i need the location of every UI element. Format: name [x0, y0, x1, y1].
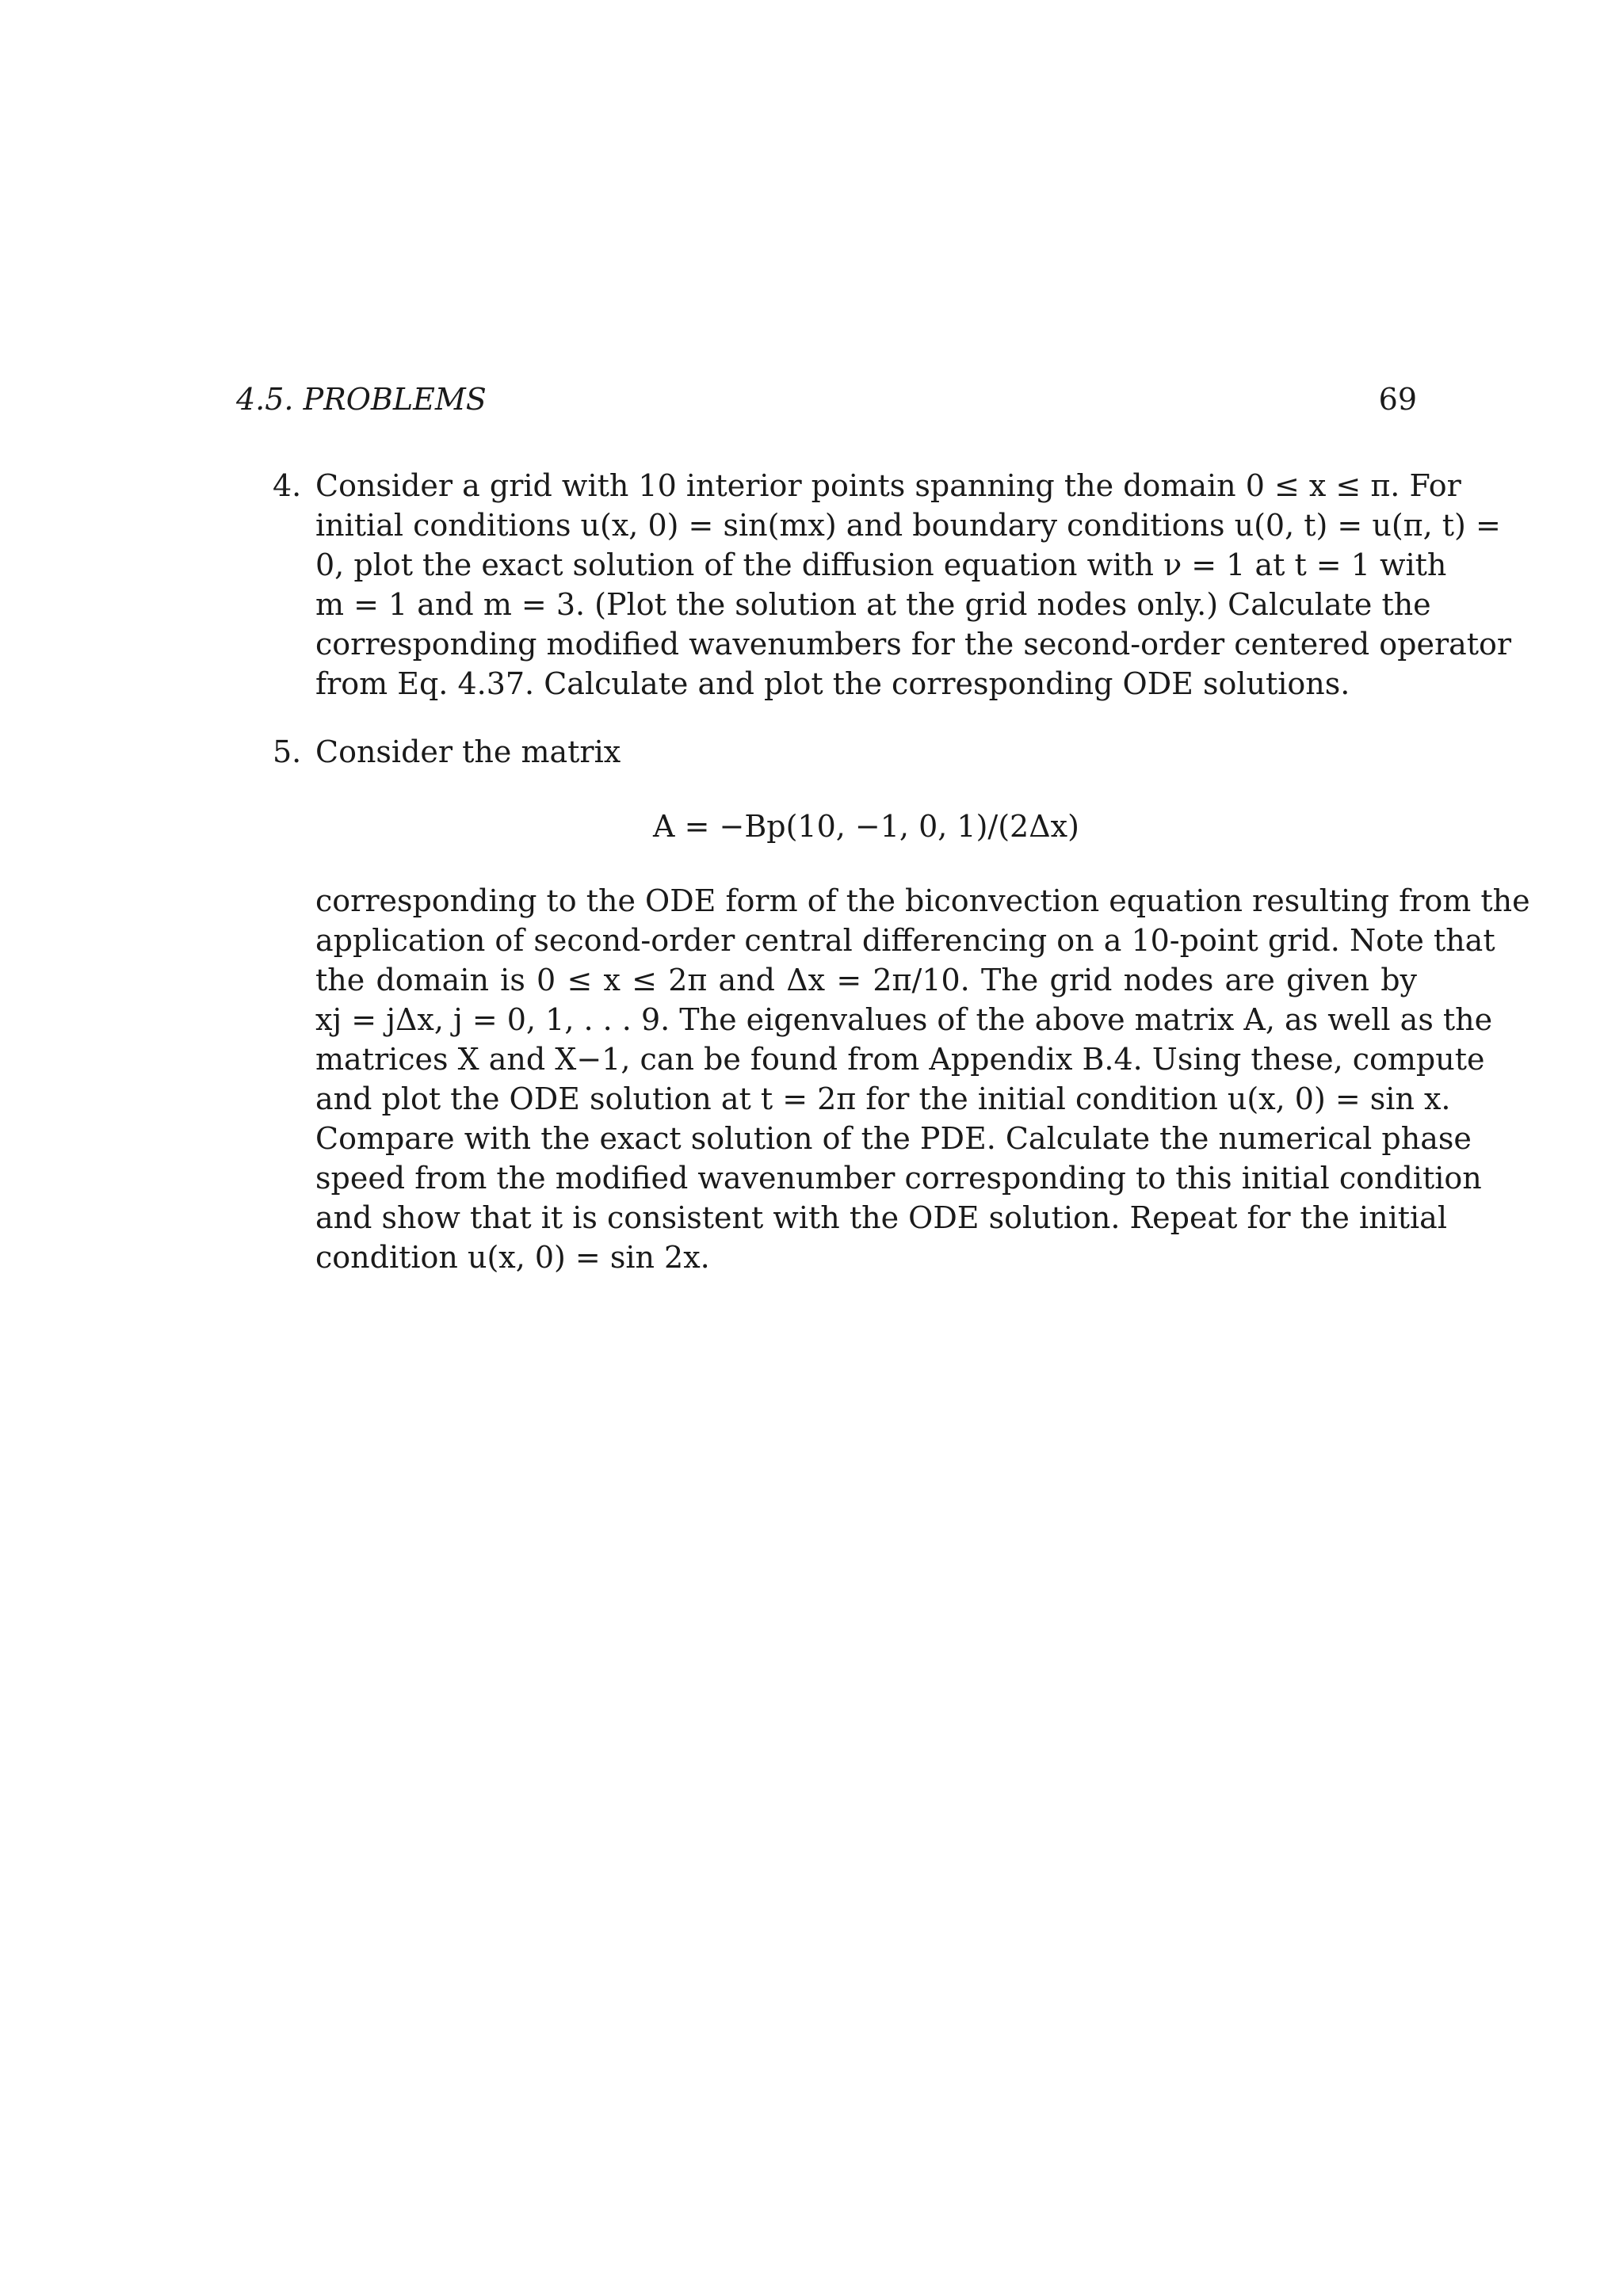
- text-line: xj = jΔx, j = 0, 1, . . . 9. The eigenvalues of the above matrix A, as well as the: [315, 1002, 1493, 1037]
- text-line: corresponding modified wavenumbers for the second-order centered operator: [315, 627, 1512, 662]
- problem-number: 4.: [273, 468, 302, 503]
- display-equation: A = −Bp(10, −1, 0, 1)/(2Δx): [653, 809, 1079, 844]
- text-line: Compare with the exact solution of the PDE. Calculate the numerical phase: [315, 1121, 1472, 1156]
- text-line: from Eq. 4.37. Calculate and plot the corresponding ODE solutions.: [315, 666, 1350, 701]
- page-number: 69: [1378, 382, 1417, 417]
- text-line: application of second-order central differencing on a 10-point grid. Note that: [315, 923, 1495, 958]
- problem-5: [273, 732, 1530, 1277]
- section-title: 4.5. PROBLEMS: [236, 382, 487, 417]
- problem-intro: Consider the matrix: [315, 734, 621, 769]
- text-line: matrices X and X−1, can be found from Appendix B.4. Using these, compute: [315, 1042, 1485, 1077]
- text-line: corresponding to the ODE form of the biconvection equation resulting from the: [315, 883, 1530, 918]
- text-line: speed from the modified wavenumber corresponding to this initial condition: [315, 1161, 1482, 1196]
- text-line: 0, plot the exact solution of the diffusion equation with ν = 1 at t = 1 with: [315, 547, 1447, 582]
- text-line: m = 1 and m = 3. (Plot the solution at the grid nodes only.) Calculate the: [315, 587, 1431, 622]
- problem-number: 5.: [273, 734, 302, 769]
- text-line: and plot the ODE solution at t = 2π for the initial condition u(x, 0) = sin x.: [315, 1081, 1451, 1116]
- text-line: the domain is 0 ≤ x ≤ 2π and Δx = 2π/10. The grid nodes are given by: [315, 963, 1417, 997]
- problem-4: [273, 466, 1512, 704]
- text-line: and show that it is consistent with the ODE solution. Repeat for the initial: [315, 1200, 1447, 1235]
- running-header: [236, 382, 1417, 421]
- text-line: initial conditions u(x, 0) = sin(mx) and boundary conditions u(0, t) = u(π, t) =: [315, 508, 1501, 543]
- text-line: condition u(x, 0) = sin 2x.: [315, 1240, 710, 1275]
- text-line: Consider a grid with 10 interior points spanning the domain 0 ≤ x ≤ π. For: [315, 468, 1461, 503]
